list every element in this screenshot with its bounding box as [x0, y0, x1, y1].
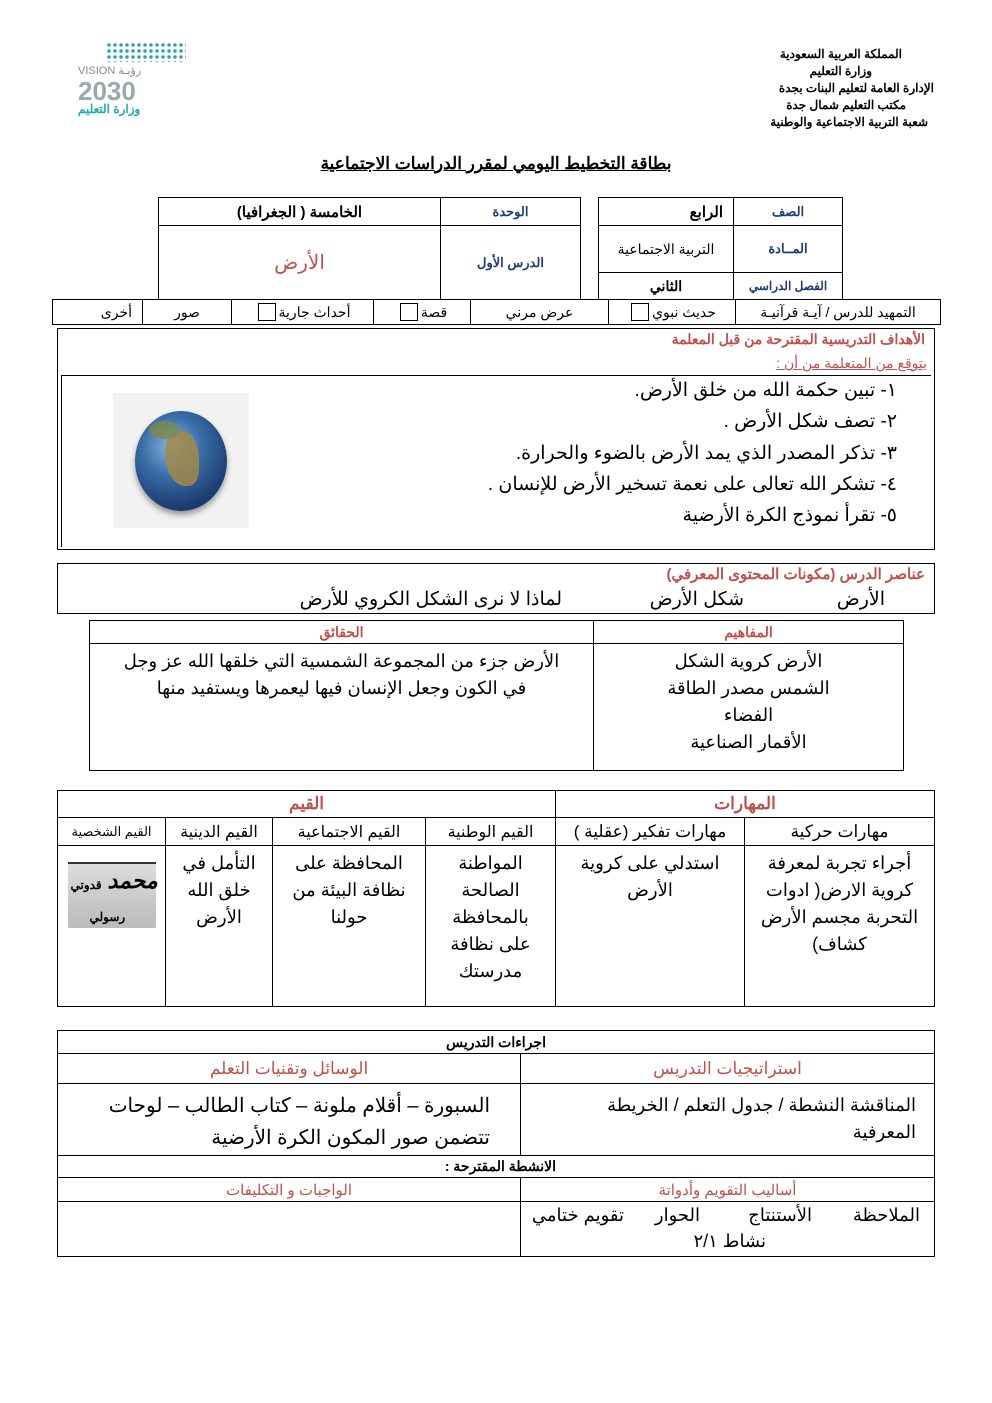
motor-skills	[744, 845, 935, 1007]
globe-image	[113, 393, 249, 528]
concept-item: الفضاء	[723, 705, 774, 725]
national-text: المواطنة الصالحة بالمحافظة على نظافة مدرستك	[450, 853, 531, 981]
muhammad-calligraphy-image	[68, 862, 156, 928]
religious-values	[165, 845, 273, 1007]
religious-label: القيم الدينية	[165, 817, 273, 846]
objective-item: ٣- تذكر المصدر الذي يمد الأرض بالضوء والحرارة.	[515, 443, 897, 464]
social-text: المحافظة على نظافة البيئة من حولنا	[292, 853, 406, 927]
intro-pictures	[142, 299, 232, 325]
display-label: عرض مرني	[505, 303, 574, 320]
calligraphy-bottom: رسولي	[89, 910, 126, 924]
concepts-header: المفاهيم	[593, 620, 904, 644]
values-header: القيم	[57, 790, 556, 818]
concept-item: الأرض كروية الشكل	[674, 651, 823, 671]
unit-value: الخامسة ( الجغرافيا)	[158, 197, 441, 226]
strategies-label: استراتيجيات التدريس	[520, 1053, 935, 1084]
tools-cell	[57, 1083, 521, 1156]
element-item: الأرض	[836, 589, 885, 610]
lesson-value: الأرض	[158, 225, 441, 300]
header-line: وزارة التعليم	[809, 64, 872, 78]
hadith-label: حديث نبوي	[652, 303, 716, 320]
thinking-label: مهارات تفكير (عقلية )	[555, 817, 745, 846]
evaluation-item: الأستنتاج	[748, 1205, 812, 1225]
intro-events[interactable]	[231, 299, 374, 325]
events-checkbox[interactable]	[258, 303, 276, 321]
concept-item: الشمس مصدر الطاقة	[667, 678, 830, 698]
intro-hadith[interactable]	[608, 299, 736, 325]
social-values	[272, 845, 426, 1007]
social-label: القيم الاجتماعية	[272, 817, 426, 846]
objective-item: ١- تبين حكمة الله من خلق الأرض.	[634, 380, 897, 401]
tools-text: السبورة – أقلام ملونة – كتاب الطالب – لوحات تتضمن صور المكون الكرة الأرضية	[108, 1095, 490, 1149]
concept-item: الأقمار الصناعية	[690, 732, 807, 752]
objective-item: ٤- تشكر الله تعالى على نعمة تسخير الأرض للإنسان .	[487, 474, 897, 495]
lesson-label: الدرس الأول	[440, 225, 581, 300]
motor-text: أجراء تجربة لمعرفة كروية الارض( ادوات التحربة مجسم الأرض كشاف)	[760, 853, 919, 954]
header-line: المملكة العربية السعودية	[779, 47, 902, 61]
homework-cell	[57, 1201, 521, 1257]
personal-values	[57, 845, 166, 1007]
page-title: بطاقة التخطيط اليومي لمقرر الدراسات الاجتماعية	[320, 154, 672, 173]
pictures-label: صور	[174, 303, 200, 320]
strategies-cell	[520, 1083, 935, 1156]
intro-display	[470, 299, 609, 325]
objectives-subtitle: يتوقع من المتعلمة من أن :	[776, 355, 927, 371]
story-checkbox[interactable]	[400, 303, 418, 321]
events-label: أحداث جارية	[278, 303, 351, 320]
vision-2030-logo	[78, 42, 188, 117]
motor-label: مهارات حركية	[744, 817, 935, 846]
logo-vision: VISION رؤيـة	[78, 65, 142, 77]
elements-title: عناصر الدرس (مكونات المحتوى المعرفي)	[666, 566, 925, 583]
term-value: الثاني	[598, 272, 734, 300]
logo-dots	[106, 42, 186, 62]
thinking-skills	[555, 845, 745, 1007]
evaluation-item: الحوار	[654, 1205, 700, 1225]
subject-label: المــادة	[733, 225, 843, 273]
intro-other	[52, 299, 143, 325]
intro-label: التمهيد للدرس / آيـة قرآنيـة	[760, 303, 916, 320]
header-org	[726, 46, 934, 131]
calligraphy-main: محمد	[107, 868, 158, 893]
hadith-checkbox[interactable]	[631, 303, 649, 321]
calligraphy-top: قدوتي	[70, 878, 102, 892]
national-label: القيم الوطنية	[425, 817, 556, 846]
evaluation-item: الملاحظة	[852, 1205, 920, 1225]
globe-icon	[135, 411, 227, 511]
evaluation-label: أساليب التقويم وأدواتة	[520, 1177, 935, 1202]
evaluation-cell	[520, 1201, 935, 1257]
header-line: شعبة التربية الاجتماعية والوطنية	[770, 115, 928, 129]
evaluation-item: نشاط ٢/١	[693, 1231, 766, 1251]
term-label: الفصل الدراسي	[733, 272, 843, 300]
personal-label: القيم الشخصية	[57, 817, 166, 846]
facts-header: الحقائق	[89, 620, 594, 644]
national-values	[425, 845, 556, 1007]
logo-ministry: وزارة التعليم	[78, 102, 141, 116]
unit-label: الوحدة	[440, 197, 581, 226]
thinking-text: استدلي على كروية الأرض	[580, 853, 720, 900]
intro-story[interactable]	[373, 299, 471, 325]
header-line: الإدارة العامة لتعليم البنات بجدة	[778, 81, 934, 95]
skills-header: المهارات	[555, 790, 935, 818]
grade-label: الصف	[733, 197, 843, 226]
logo-year: 2030	[78, 76, 136, 106]
facts-text: الأرض جزء من المجموعة الشمسية التي خلقها الله عز وجل في الكون وجعل الإنسان فيها ليعمرها ويستفيد منها	[123, 651, 560, 698]
objectives-title: الأهداف التدريسية المقترحة من قبل المعلمة	[671, 331, 925, 347]
header-line: مكتب التعليم شمال جدة	[786, 98, 906, 112]
element-item: لماذا لا نرى الشكل الكروي للأرض	[299, 589, 562, 610]
facts-cell	[89, 643, 594, 771]
subject-value: التربية الاجتماعية	[598, 225, 734, 273]
other-label: أخرى	[100, 303, 132, 320]
objective-item: ٥- تقرأ نموذج الكرة الأرضية	[682, 505, 897, 526]
story-label: قصة	[420, 303, 448, 320]
homework-label: الواجبات و التكليفات	[57, 1177, 521, 1202]
evaluation-item: تقويم ختامي	[531, 1205, 624, 1225]
intro-quran	[735, 299, 941, 325]
tools-label: الوسائل وتقنيات التعلم	[57, 1053, 521, 1084]
element-item: شكل الأرض	[649, 589, 744, 610]
procedures-header: اجراءات التدريس	[57, 1030, 935, 1054]
grade-value: الرابع	[598, 197, 734, 226]
religious-text: التأمل في خلق الله الأرض	[182, 853, 256, 927]
objective-item: ٢- تصف شكل الأرض .	[723, 411, 897, 432]
strategies-text: المناقشة النشطة / جدول التعلم / الخريطة المعرفية	[607, 1095, 916, 1142]
concepts-list	[593, 643, 904, 771]
activities-label: الانشطة المقترحة :	[57, 1155, 935, 1178]
